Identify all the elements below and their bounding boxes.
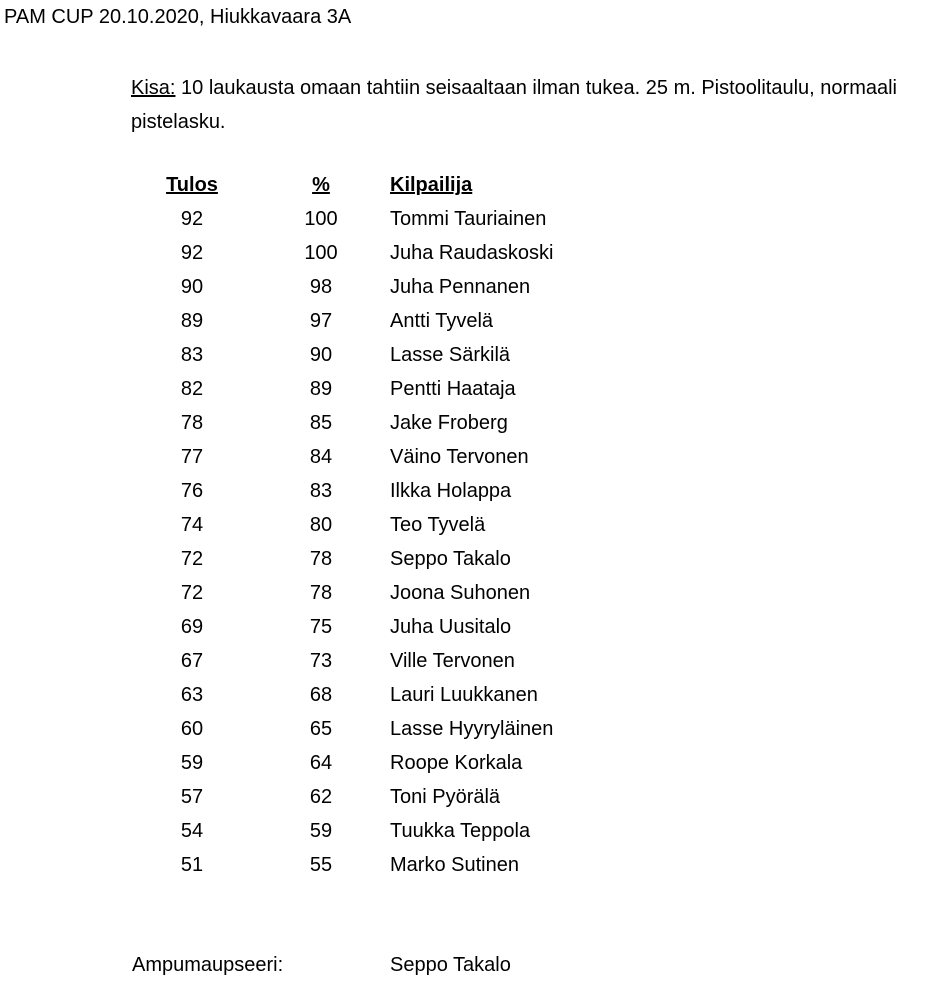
results-table: [0, 168, 925, 882]
result-row: [0, 270, 925, 304]
percent-column-header: %: [312, 174, 330, 196]
score-cell: 82: [180, 378, 204, 400]
result-row: [0, 542, 925, 576]
competitor-name-cell: Juha Raudaskoski: [390, 242, 554, 264]
competition-label: Kisa:: [131, 77, 176, 99]
competitor-name-cell: Lasse Hyyryläinen: [390, 718, 554, 740]
percent-cell: 97: [309, 310, 333, 332]
competitor-name-cell: Tommi Tauriainen: [390, 208, 547, 230]
competitor-name-cell: Väino Tervonen: [390, 446, 529, 468]
score-cell: 59: [180, 752, 204, 774]
score-cell: 67: [180, 650, 204, 672]
result-row: [0, 610, 925, 644]
result-row: [0, 338, 925, 372]
result-row: [0, 644, 925, 678]
result-row: [0, 814, 925, 848]
percent-cell: 100: [304, 208, 338, 230]
percent-cell: 100: [304, 242, 338, 264]
competitor-name-cell: Teo Tyvelä: [390, 514, 486, 536]
percent-cell: 59: [309, 820, 333, 842]
score-cell: 54: [180, 820, 204, 842]
score-cell: 76: [180, 480, 204, 502]
score-cell: 63: [180, 684, 204, 706]
result-row: [0, 848, 925, 882]
competitor-name-cell: Ville Tervonen: [390, 650, 515, 672]
score-cell: 90: [180, 276, 204, 298]
percent-cell: 85: [309, 412, 333, 434]
score-cell: 78: [180, 412, 204, 434]
range-officer-name: Seppo Takalo: [390, 954, 511, 976]
score-cell: 92: [180, 242, 204, 264]
result-row: [0, 746, 925, 780]
score-cell: 72: [180, 548, 204, 570]
competitor-name-cell: Joona Suhonen: [390, 582, 531, 604]
competitor-name-cell: Roope Korkala: [390, 752, 523, 774]
competitor-name-cell: Seppo Takalo: [390, 548, 511, 570]
percent-cell: 55: [309, 854, 333, 876]
percent-cell: 98: [309, 276, 333, 298]
competitor-name-cell: Juha Pennanen: [390, 276, 531, 298]
competitor-name-cell: Toni Pyörälä: [390, 786, 501, 808]
score-cell: 69: [180, 616, 204, 638]
score-cell: 83: [180, 344, 204, 366]
percent-cell: 62: [309, 786, 333, 808]
percent-cell: 83: [309, 480, 333, 502]
percent-cell: 73: [309, 650, 333, 672]
result-row: [0, 202, 925, 236]
result-row: [0, 712, 925, 746]
score-cell: 51: [180, 854, 204, 876]
competitor-name-cell: Tuukka Teppola: [390, 820, 531, 842]
competitor-name-cell: Ilkka Holappa: [390, 480, 512, 502]
percent-cell: 89: [309, 378, 333, 400]
competitor-name-cell: Antti Tyvelä: [390, 310, 494, 332]
results-body: [0, 202, 925, 882]
competition-description: [131, 71, 921, 139]
result-row: [0, 406, 925, 440]
percent-cell: 68: [309, 684, 333, 706]
result-row: [0, 508, 925, 542]
result-row: [0, 304, 925, 338]
score-cell: 72: [180, 582, 204, 604]
score-cell: 89: [180, 310, 204, 332]
percent-cell: 75: [309, 616, 333, 638]
competitor-name-cell: Lasse Särkilä: [390, 344, 511, 366]
results-header-row: [0, 168, 925, 202]
competitor-name-cell: Lauri Luukkanen: [390, 684, 538, 706]
competitor-column-header: Kilpailija: [390, 174, 473, 196]
competition-text: 10 laukausta omaan tahtiin seisaaltaan ilman tukea. 25 m. Pistoolitaulu, normaali pistelasku.: [131, 77, 897, 133]
percent-cell: 90: [309, 344, 333, 366]
score-cell: 74: [180, 514, 204, 536]
percent-cell: 78: [309, 582, 333, 604]
score-cell: 92: [180, 208, 204, 230]
result-row: [0, 474, 925, 508]
percent-cell: 65: [309, 718, 333, 740]
competitor-name-cell: Jake Froberg: [390, 412, 508, 434]
percent-cell: 84: [309, 446, 333, 468]
document-title: PAM CUP 20.10.2020, Hiukkavaara 3A: [4, 6, 352, 28]
score-cell: 57: [180, 786, 204, 808]
score-cell: 77: [180, 446, 204, 468]
result-row: [0, 576, 925, 610]
competitor-name-cell: Juha Uusitalo: [390, 616, 512, 638]
result-row: [0, 780, 925, 814]
score-cell: 60: [180, 718, 204, 740]
percent-cell: 64: [309, 752, 333, 774]
competitor-name-cell: Pentti Haataja: [390, 378, 516, 400]
range-officer: [0, 948, 925, 982]
result-row: [0, 372, 925, 406]
percent-cell: 78: [309, 548, 333, 570]
competitor-name-cell: Marko Sutinen: [390, 854, 519, 876]
result-row: [0, 236, 925, 270]
range-officer-label: Ampumaupseeri:: [132, 954, 284, 976]
percent-cell: 80: [309, 514, 333, 536]
result-row: [0, 678, 925, 712]
result-row: [0, 440, 925, 474]
score-column-header: Tulos: [166, 174, 218, 196]
